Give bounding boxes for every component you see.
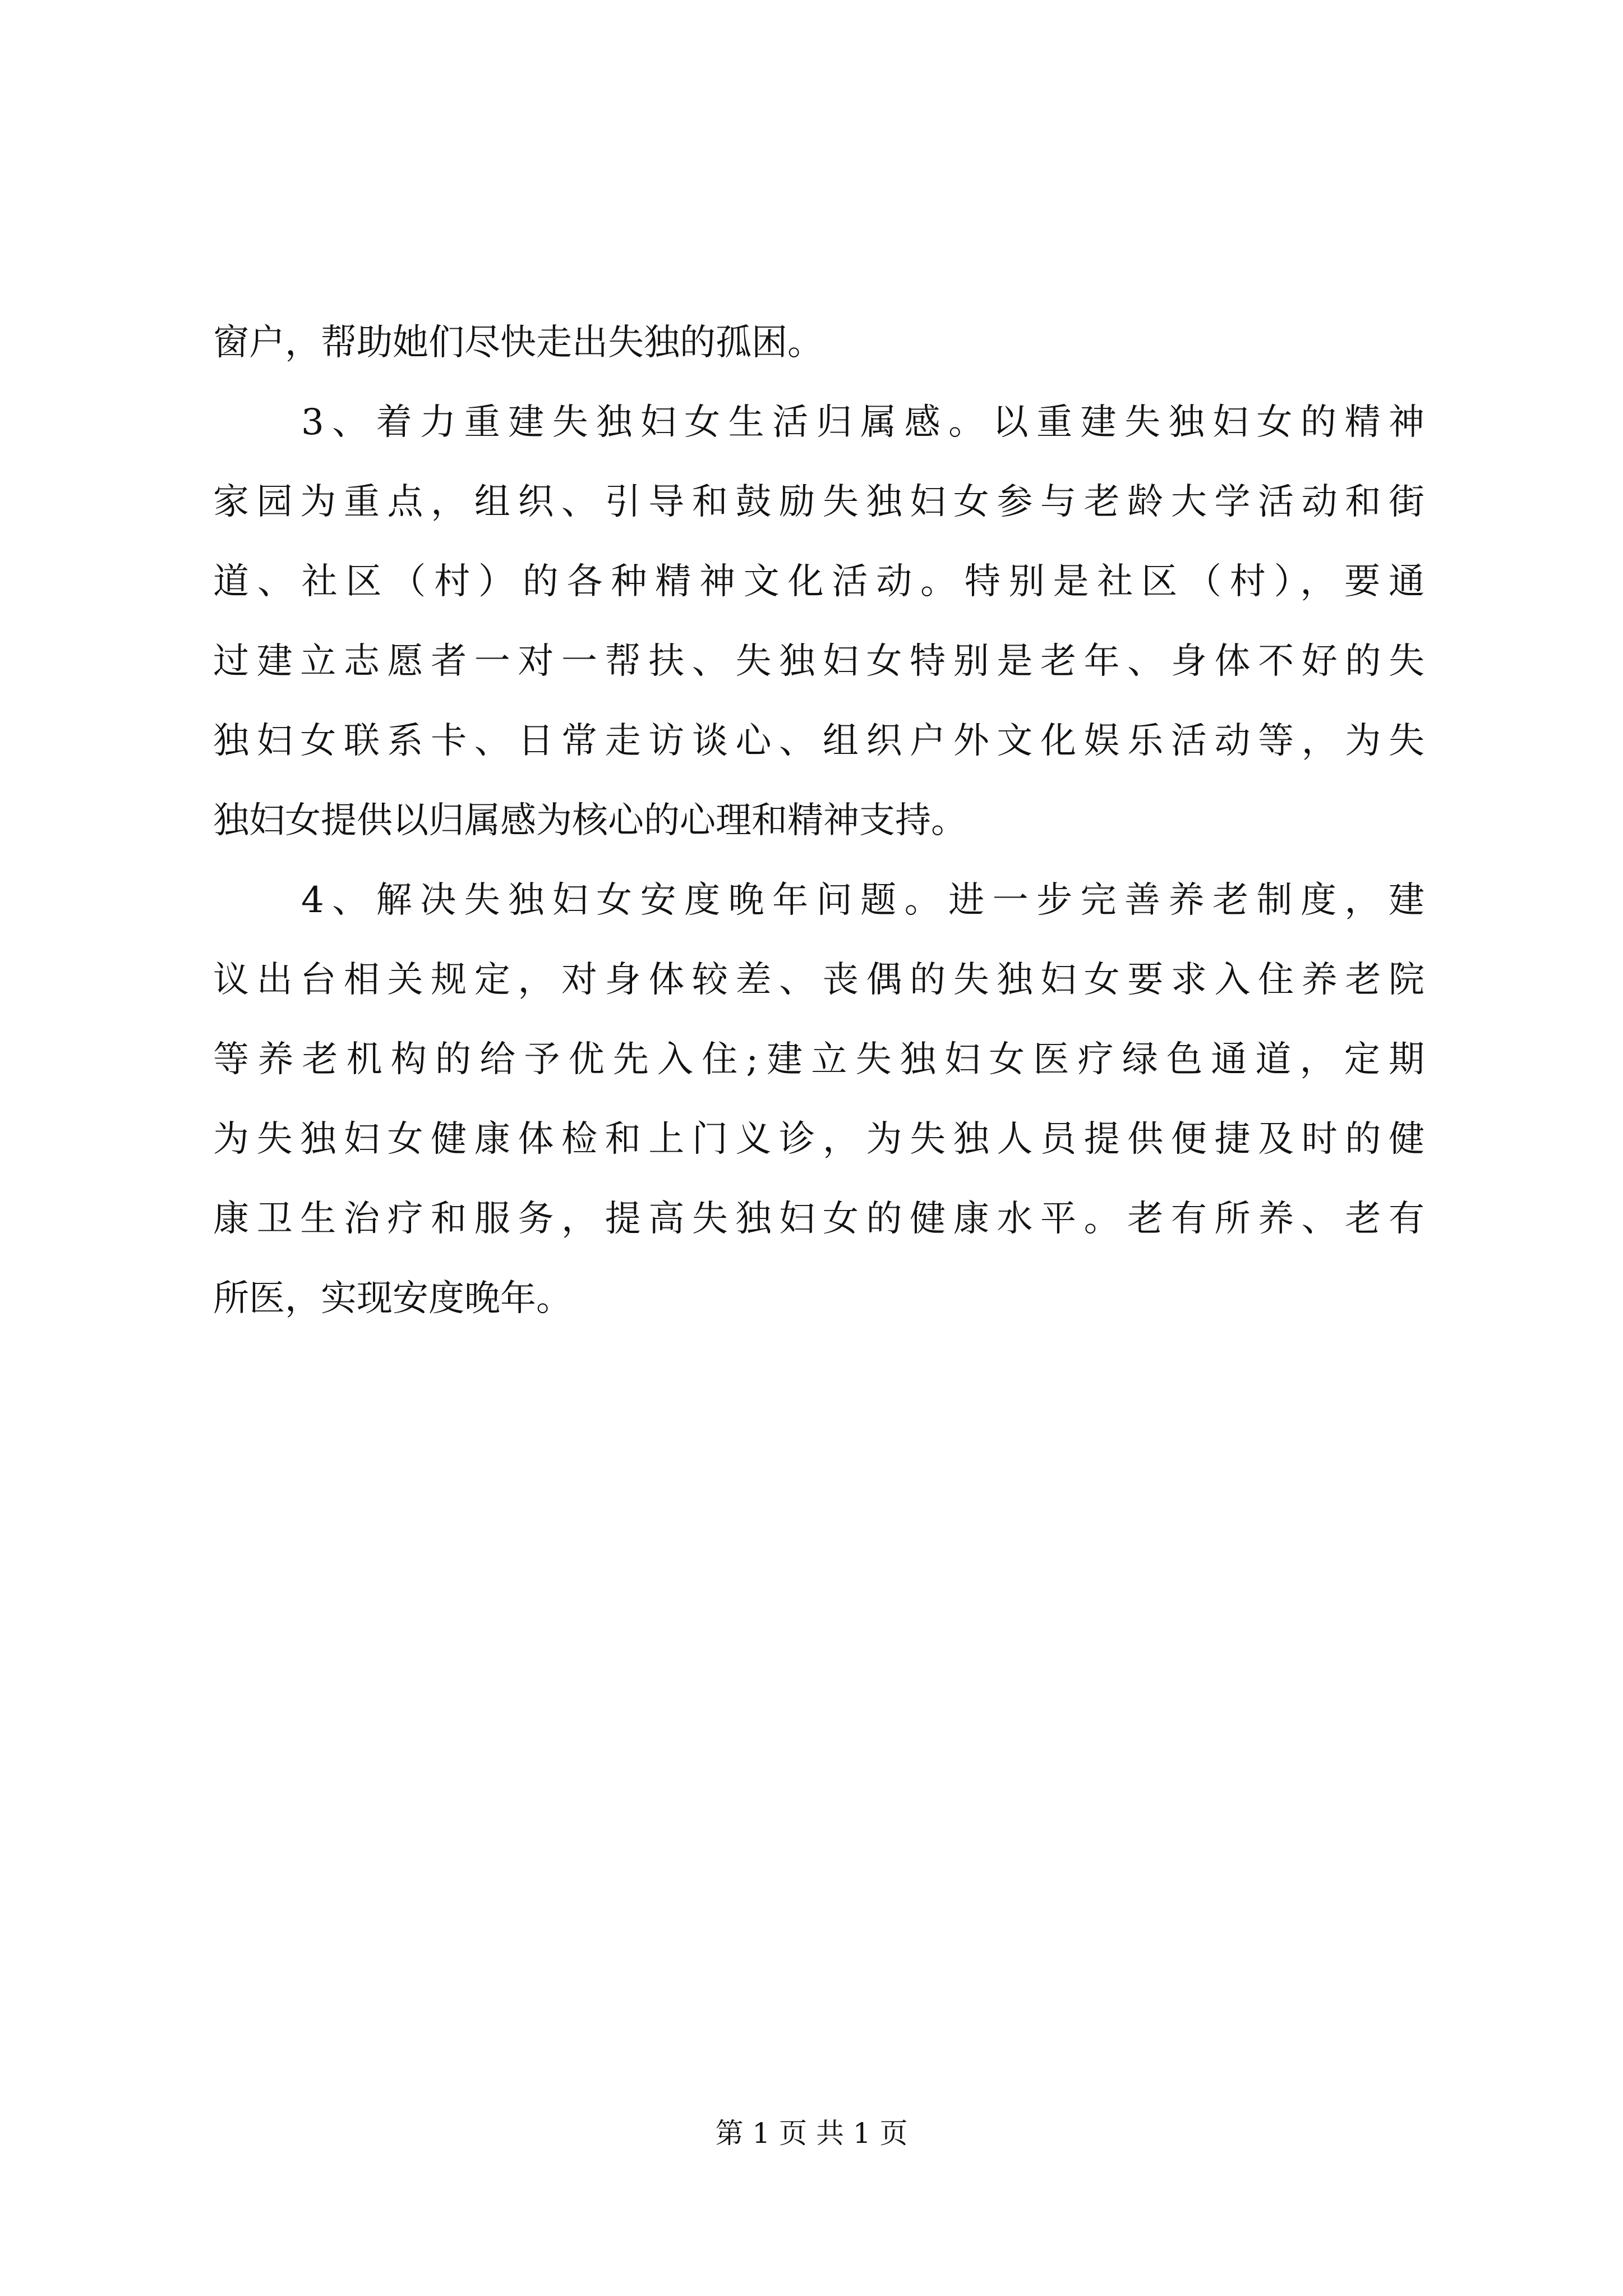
text-line: 3、着力重建失独妇女生活归属感。以重建失独妇女的精神 (213, 402, 1424, 443)
text-line: 为失独妇女健康体检和上门义诊，为失独人员提供便捷及时的健 (213, 1119, 1424, 1160)
text-line: 窗户，帮助她们尽快走出失独的孤困。 (213, 322, 823, 364)
text-line: 家园为重点，组织、引导和鼓励失独妇女参与老龄大学活动和街 (213, 481, 1424, 523)
text-line: 等养老机构的给予优先入住;建立失独妇女医疗绿色通道，定期 (213, 1039, 1424, 1080)
page-number-label: 第 1 页 共 1 页 (715, 2117, 908, 2150)
text-line: 议出台相关规定，对身体较差、丧偶的失独妇女要求入住养老院 (213, 959, 1424, 1001)
text-line: 康卫生治疗和服务，提高失独妇女的健康水平。老有所养、老有 (213, 1198, 1424, 1240)
text-line: 独妇女提供以归属感为核心的心理和精神支持。 (213, 800, 967, 841)
text-line: 独妇女联系卡、日常走访谈心、组织户外文化娱乐活动等，为失 (213, 720, 1424, 762)
text-line: 4、解决失独妇女安度晚年问题。进一步完善养老制度，建 (213, 880, 1424, 921)
document-body (213, 303, 1424, 1338)
text-line: 道、社区（村）的各种精神文化活动。特别是社区（村），要通 (213, 561, 1424, 602)
page-footer (0, 2114, 1623, 2153)
text-line: 过建立志愿者一对一帮扶、失独妇女特别是老年、身体不好的失 (213, 641, 1424, 682)
text-line: 所医，实现安度晚年。 (213, 1278, 572, 1319)
